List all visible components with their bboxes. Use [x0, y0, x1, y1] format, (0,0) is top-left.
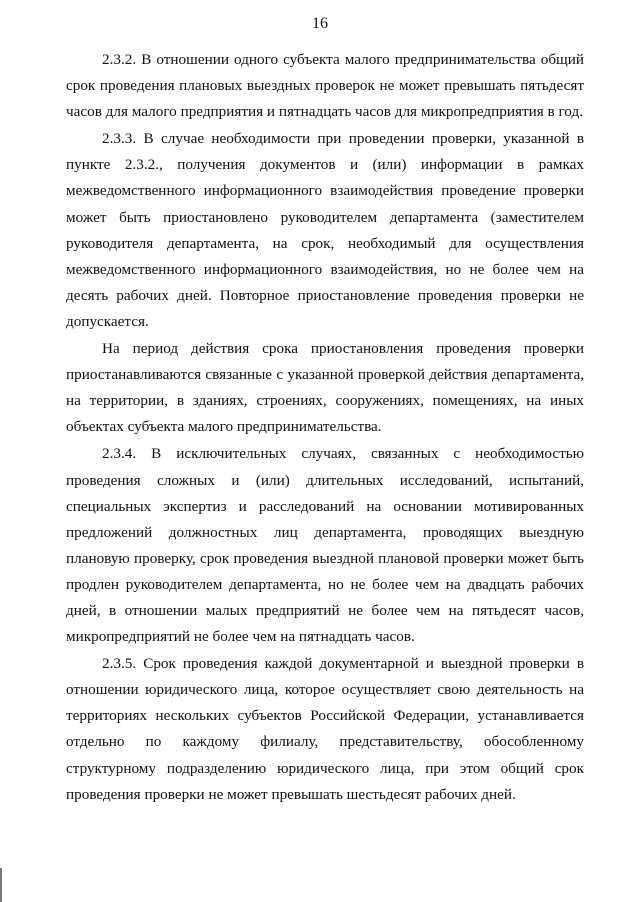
paragraph-suspension-period: На период действия срока приостановления проведения проверки приостанавливаются связанные с указанной проверкой действия департамента, на территории, в зданиях, строениях, сооружениях, помещениях, на иных объектах субъекта малого предпринимательства.	[66, 340, 584, 436]
paragraph-2-3-2: 2.3.2. В отношении одного субъекта малого предпринимательства общий срок проведения плановых выездных проверок не может превышать пятьдесят часов для малого предприятия и пятнадцать часов для микропредприятия в год.	[66, 51, 584, 121]
scan-edge-mark	[0, 868, 2, 902]
paragraph-2-3-3: 2.3.3. В случае необходимости при проведении проверки, указанной в пункте 2.3.2., получения документов и (или) информации в рамках межведомственного информационного взаимодействия проведение проверки может быть приостановлено руководителем департамента (заместителем руководителя департамента, на срок, необходимый для осуществления межведомственного информационного взаимодействия, но не более чем на десять рабочих дней. Повторное приостановление проведения проверки не допускается.	[66, 130, 584, 330]
paragraph-2-3-4: 2.3.4. В исключительных случаях, связанных с необходимостью проведения сложных и (или) длительных исследований, испытаний, специальных экспертиз и расследований на основании мотивированных предложений должностных лиц департамента, проводящих выездную плановую проверку, срок проведения выездной плановой проверки может быть продлен руководителем департамента, но не более чем на двадцать рабочих дней, в отношении малых предприятий не более чем на пятьдесят часов, микропредприятий не более чем на пятнадцать часов.	[66, 445, 584, 646]
paragraph-2-3-5: 2.3.5. Срок проведения каждой документарной и выездной проверки в отношении юридического лица, которое осуществляет свою деятельность на территориях нескольких субъектов Российской Федерации, устанавливается отдельно по каждому филиалу, представительству, обособленному структурному подразделению юридического лица, при этом общий срок проведения проверки не может превышать шестьдесят рабочих дней.	[66, 655, 584, 803]
document-body	[66, 47, 584, 808]
page-number: 16	[312, 15, 328, 32]
